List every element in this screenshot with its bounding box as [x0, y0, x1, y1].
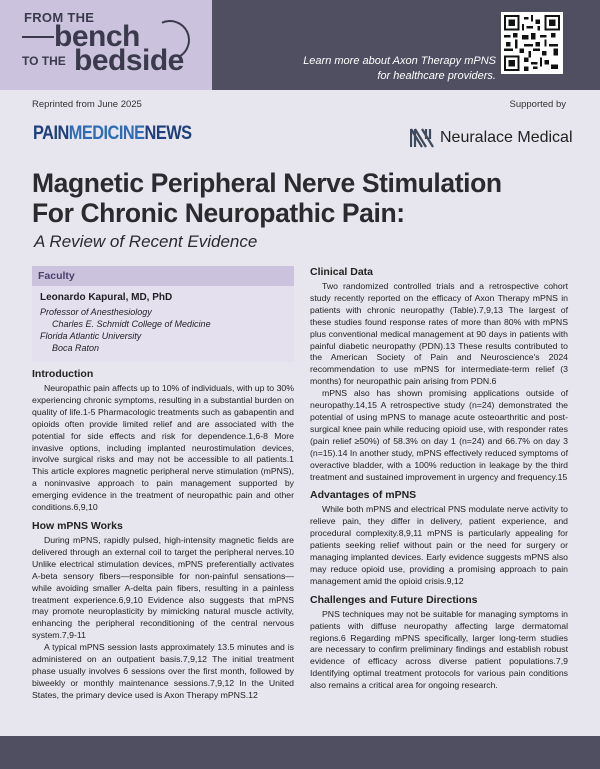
faculty-heading: Faculty: [32, 266, 294, 286]
logo-bedside: bedside: [74, 44, 184, 77]
article-subtitle: A Review of Recent Evidence: [34, 232, 258, 251]
advantages-heading: Advantages of mPNS: [310, 489, 417, 502]
right-column: [310, 266, 568, 692]
left-column: [32, 266, 294, 702]
faculty-body: [32, 286, 294, 362]
title-line-2: For Chronic Neuropathic Pain:: [32, 198, 405, 228]
neuralace-logo: [410, 127, 573, 149]
logo-to-the: TO THE: [22, 54, 66, 68]
tagline-line-1: Learn more about Axon Therapy mPNS: [303, 55, 496, 67]
faculty-university: Florida Atlantic University: [40, 331, 142, 341]
challenges-heading: Challenges and Future Directions: [310, 593, 478, 606]
pmn-part-pain: PAIN: [33, 123, 69, 144]
how-mpns-works-heading: How mPNS Works: [32, 519, 123, 532]
faculty-title: Professor of Anesthesiology: [40, 307, 152, 317]
clinical-data-text-1: Two randomized controlled trials and a retrospective cohort study recently reported on the efficacy of Axon Therapy mPNS in patients with chronic neuropathy (Table).7,9,13 The largest of these studies found response rates of more than 80% with mPNS plus conventional medical management at 90 days in patients with painful diabetic neuropathy (PDN).13 These results contributed to the American Society of Pain and Neuroscience's 2024 recommendation to use mPNS for intermediate-term relief (3 months) for neuropathic pain arising from PDN.6: [310, 281, 568, 387]
logo-divider: [22, 36, 54, 38]
supported-by-label: Supported by: [509, 99, 566, 110]
clinical-data-text-2: mPNS also has shown promising applications outside of neuropathy.14,15 A retrospective study (n=24) demonstrated the potential of using mPNS to manage acute osteoarthritic and post-surgical knee pain while reducing opioid use, with responder rates (pain relief ≥50%) of 58.3% on day 1 (n=24) and 66.7% on day 3 (n=15).14 In another study, mPNS effectively reduced symptoms of overactive bladder, with a 100% reduction in leakage by the third treatment and sustained improvement in urgency and frequency.15: [310, 388, 568, 482]
tagline-line-2: for healthcare providers.: [377, 70, 496, 82]
clinical-data-heading: Clinical Data: [310, 266, 374, 278]
how-mpns-works-text-1: During mPNS, rapidly pulsed, high-intensity magnetic fields are delivered through an external coil to target the peripheral nerves.10 Unlike electrical stimulation devices, mPNS preferentially activates A-beta sensory fibers—responsible for non-painful sensations—while avoiding smaller A-delta pain fibers, resulting in a painless treatment experience.6,9,10 Evidence also suggests that mPNS may promote neuroplasticity by mimicking natural muscle activity, enhancing the peripheral reconditioning of the central nervous system.7,9-11: [32, 534, 294, 641]
pain-medicine-news-logo: [33, 123, 192, 145]
advantages-text: While both mPNS and electrical PNS modulate nerve activity to relieve pain, they differ in delivery, patient experience, and procedural complexity.8,9,11 mPNS is particularly appealing for patients seeking relief without pain or the need for surgery or managing implanted devices. Early evidence suggests mPNS also may reduce opioid use, providing a promising approach to pain management amid the opioid crisis.9,12: [310, 504, 568, 586]
pmn-part-medicine: MEDICINE: [68, 123, 145, 144]
faculty-college: Charles E. Schmidt College of Medicine: [52, 319, 211, 329]
bench-to-bedside-logo: [0, 0, 212, 90]
header-banner: [0, 0, 600, 90]
logo-from-the: FROM THE: [24, 10, 95, 25]
article-title: [32, 168, 572, 228]
challenges-text: PNS techniques may not be suitable for managing symptoms in patients with diffuse neuropathy affecting large dermatomal regions.6 Regarding mPNS specifically, larger long-term studies are necessary to confirm preliminary findings and establish robust evidence of efficacy across diverse patient populations.7,9 Identifying optimal treatment protocols for various pain conditions also remains a critical area for ongoing research.: [310, 608, 568, 691]
faculty-location: Boca Raton: [52, 343, 100, 353]
faculty-name: Leonardo Kapural, MD, PhD: [40, 292, 173, 303]
footer-bar: [0, 736, 600, 769]
qr-code-icon[interactable]: [501, 12, 563, 74]
how-mpns-works-text-2: A typical mPNS session lasts approximately 13.5 minutes and is administered on an outpatient basis.7,9,12 The initial treatment phase usually involves 6 sessions over the first month, followed by biweekly or monthly maintenance sessions.7,9,12 In the United States, the primary device used is Axon Therapy mPNS.12: [32, 642, 294, 700]
header-tagline: [276, 54, 496, 84]
faculty-box: [32, 266, 294, 362]
title-line-1: Magnetic Peripheral Nerve Stimulation: [32, 168, 502, 198]
logo-bench: bench: [54, 20, 140, 53]
neuralace-name: Neuralace Medical: [440, 129, 573, 146]
introduction-heading: Introduction: [32, 368, 94, 380]
neuralace-logo-icon: [410, 127, 434, 149]
pmn-part-news: NEWS: [144, 123, 192, 144]
reprint-date: Reprinted from June 2025: [32, 99, 142, 110]
introduction-text: Neuropathic pain affects up to 10% of individuals, with up to 30% experiencing chronic symptoms, resulting in a substantial burden on quality of life.1-5 Pharmacologic treatments such as gabapentin and opioids often provide limited relief and are associated with the potential for side effects and risk for dependence.1,6-8 More invasive options, including implanted neurostimulation devices, involve surgical risks and may not be accessible to all patients.1 This article explores magnetic peripheral nerve stimulation (mPNS), a noninvasive approach to pain management supported by emerging evidence in the treatment of neuropathic pain and other conditions.6,9,10: [32, 383, 294, 513]
